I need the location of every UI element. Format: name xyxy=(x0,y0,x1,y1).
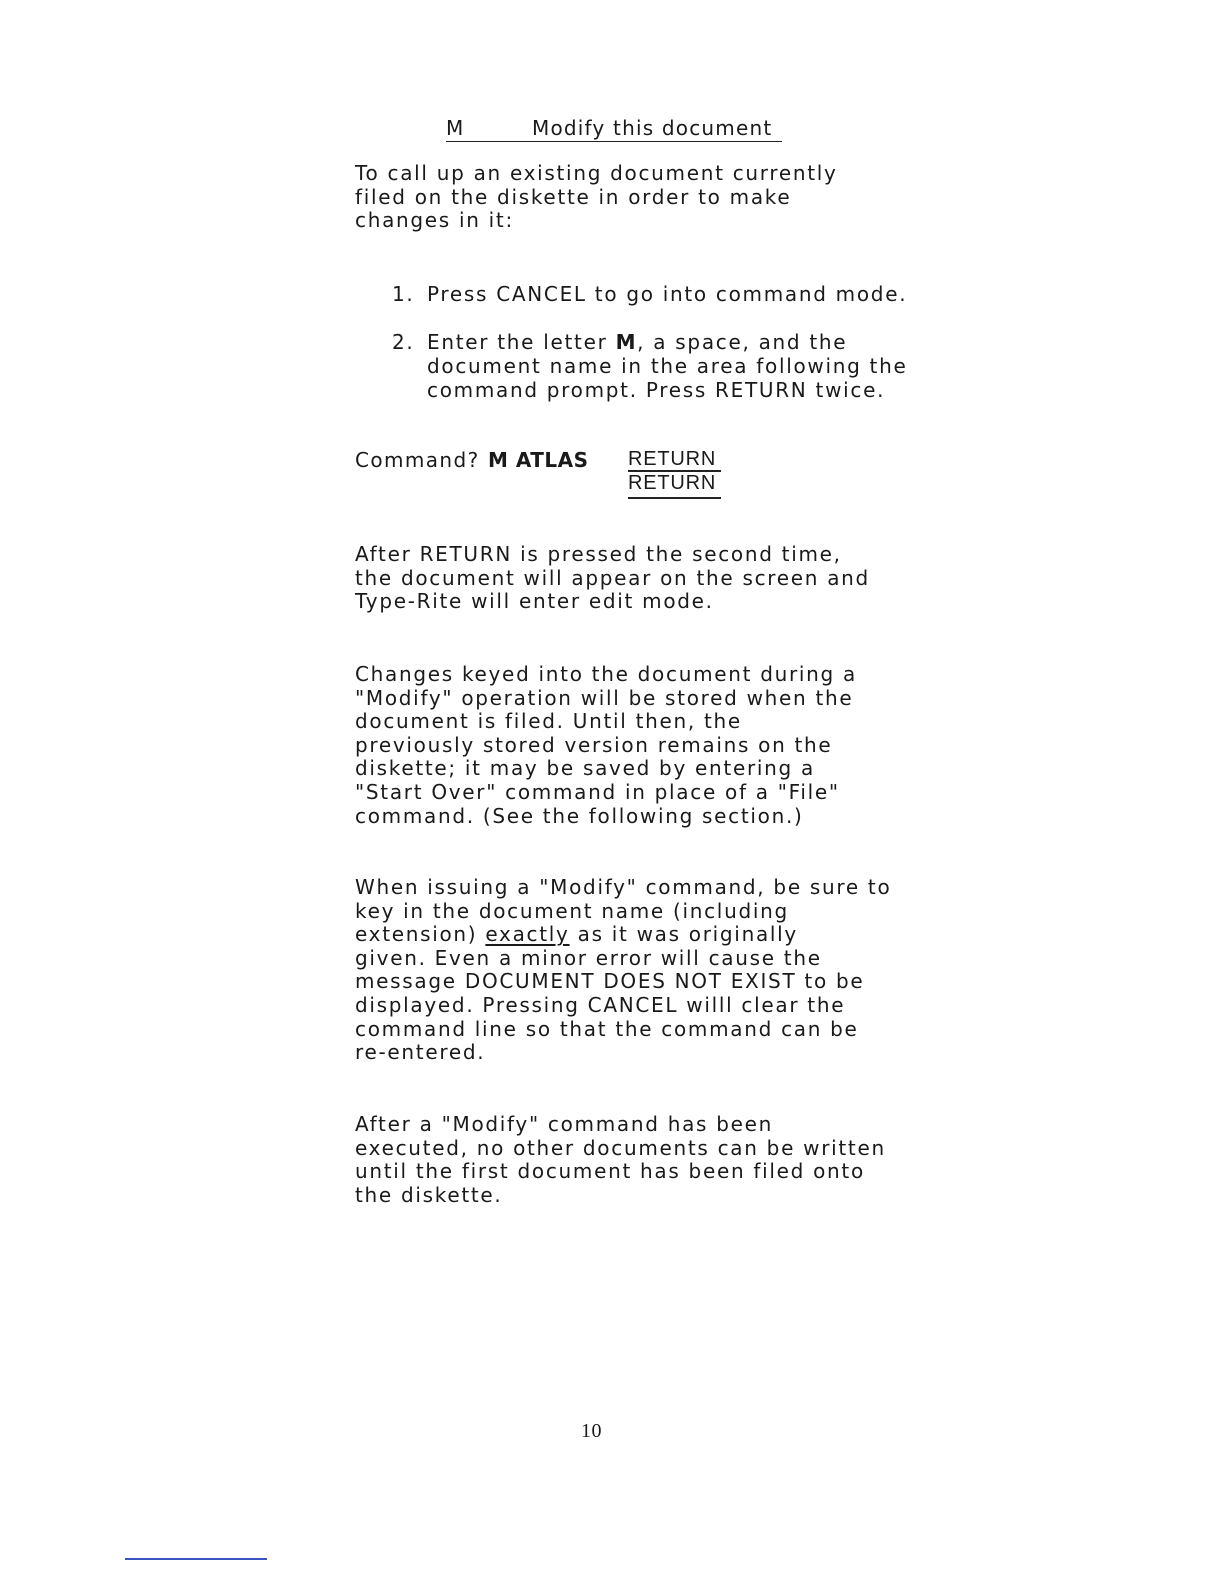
paragraph-issuing xyxy=(355,876,891,1065)
paragraph-changes xyxy=(355,663,857,828)
step-text: , a space, and the xyxy=(637,330,848,354)
paragraph-line: the diskette. xyxy=(355,1182,503,1207)
paragraph-line: the document will appear on the screen and xyxy=(355,565,870,590)
return-overline xyxy=(628,470,721,472)
heading-command-letter: M xyxy=(446,116,465,140)
intro-paragraph xyxy=(355,162,838,233)
paragraph-line: displayed. Pressing CANCEL willl clear the xyxy=(355,992,846,1017)
step-line xyxy=(427,330,907,354)
paragraph-line: previously stored version remains on the xyxy=(355,732,833,757)
return-label: RETURN xyxy=(628,448,717,470)
paragraph-line: document is filed. Until then, the xyxy=(355,709,742,734)
step-line: document name in the area following the xyxy=(427,354,908,378)
page-number: 10 xyxy=(581,1420,602,1442)
paragraph-line xyxy=(355,923,891,947)
underlined-word: exactly xyxy=(485,922,570,947)
paragraph-line: After a "Modify" command has been xyxy=(355,1112,773,1136)
command-prompt-label: Command? xyxy=(355,448,480,472)
return-key-2 xyxy=(628,472,716,495)
paragraph-line: diskette; it may be saved by entering a xyxy=(355,756,815,781)
intro-line: To call up an existing document currently xyxy=(355,161,838,185)
step-bold-letter: M xyxy=(615,330,638,354)
paragraph-line: Changes keyed into the document during a xyxy=(355,662,857,686)
paragraph-line: given. Even a minor error will cause the xyxy=(355,945,822,970)
return-label: RETURN xyxy=(628,472,717,494)
paragraph-line: When issuing a "Modify" command, be sure to xyxy=(355,875,892,899)
paragraph-line: until the first document has been filed onto xyxy=(355,1159,865,1184)
footer-rule xyxy=(125,1558,267,1560)
return-underline xyxy=(628,497,721,499)
command-value: M ATLAS xyxy=(488,448,589,472)
step-number: 1. xyxy=(392,282,415,306)
paragraph-line: "Modify" operation will be stored when the xyxy=(355,685,854,710)
intro-line: filed on the diskette in order to make xyxy=(355,184,792,209)
paragraph-line: re-entered. xyxy=(355,1040,486,1065)
paragraph-line: key in the document name (including xyxy=(355,898,789,923)
step-text: Enter the letter xyxy=(427,330,616,354)
paragraph-line: command line so that the command can be xyxy=(355,1016,859,1041)
heading-title: Modify this document xyxy=(532,116,773,140)
step-line: command prompt. Press RETURN twice. xyxy=(427,378,886,402)
paragraph-line: Type-Rite will enter edit mode. xyxy=(355,589,714,614)
paragraph-executed xyxy=(355,1113,886,1207)
step-line: Press CANCEL to go into command mode. xyxy=(427,282,908,306)
return-key-1 xyxy=(628,448,716,471)
paragraph-text: as it was originally xyxy=(569,922,798,947)
paragraph-line: After RETURN is pressed the second time, xyxy=(355,542,842,566)
paragraph-line: message DOCUMENT DOES NOT EXIST to be xyxy=(355,969,865,994)
intro-line: changes in it: xyxy=(355,208,514,233)
step-number: 2. xyxy=(392,330,415,354)
heading-underline xyxy=(446,141,782,142)
paragraph-after-return xyxy=(355,543,870,614)
paragraph-line: executed, no other documents can be written xyxy=(355,1135,886,1160)
paragraph-text: extension) xyxy=(355,922,486,947)
paragraph-line: command. (See the following section.) xyxy=(355,803,804,828)
paragraph-line: "Start Over" command in place of a "File" xyxy=(355,779,840,804)
